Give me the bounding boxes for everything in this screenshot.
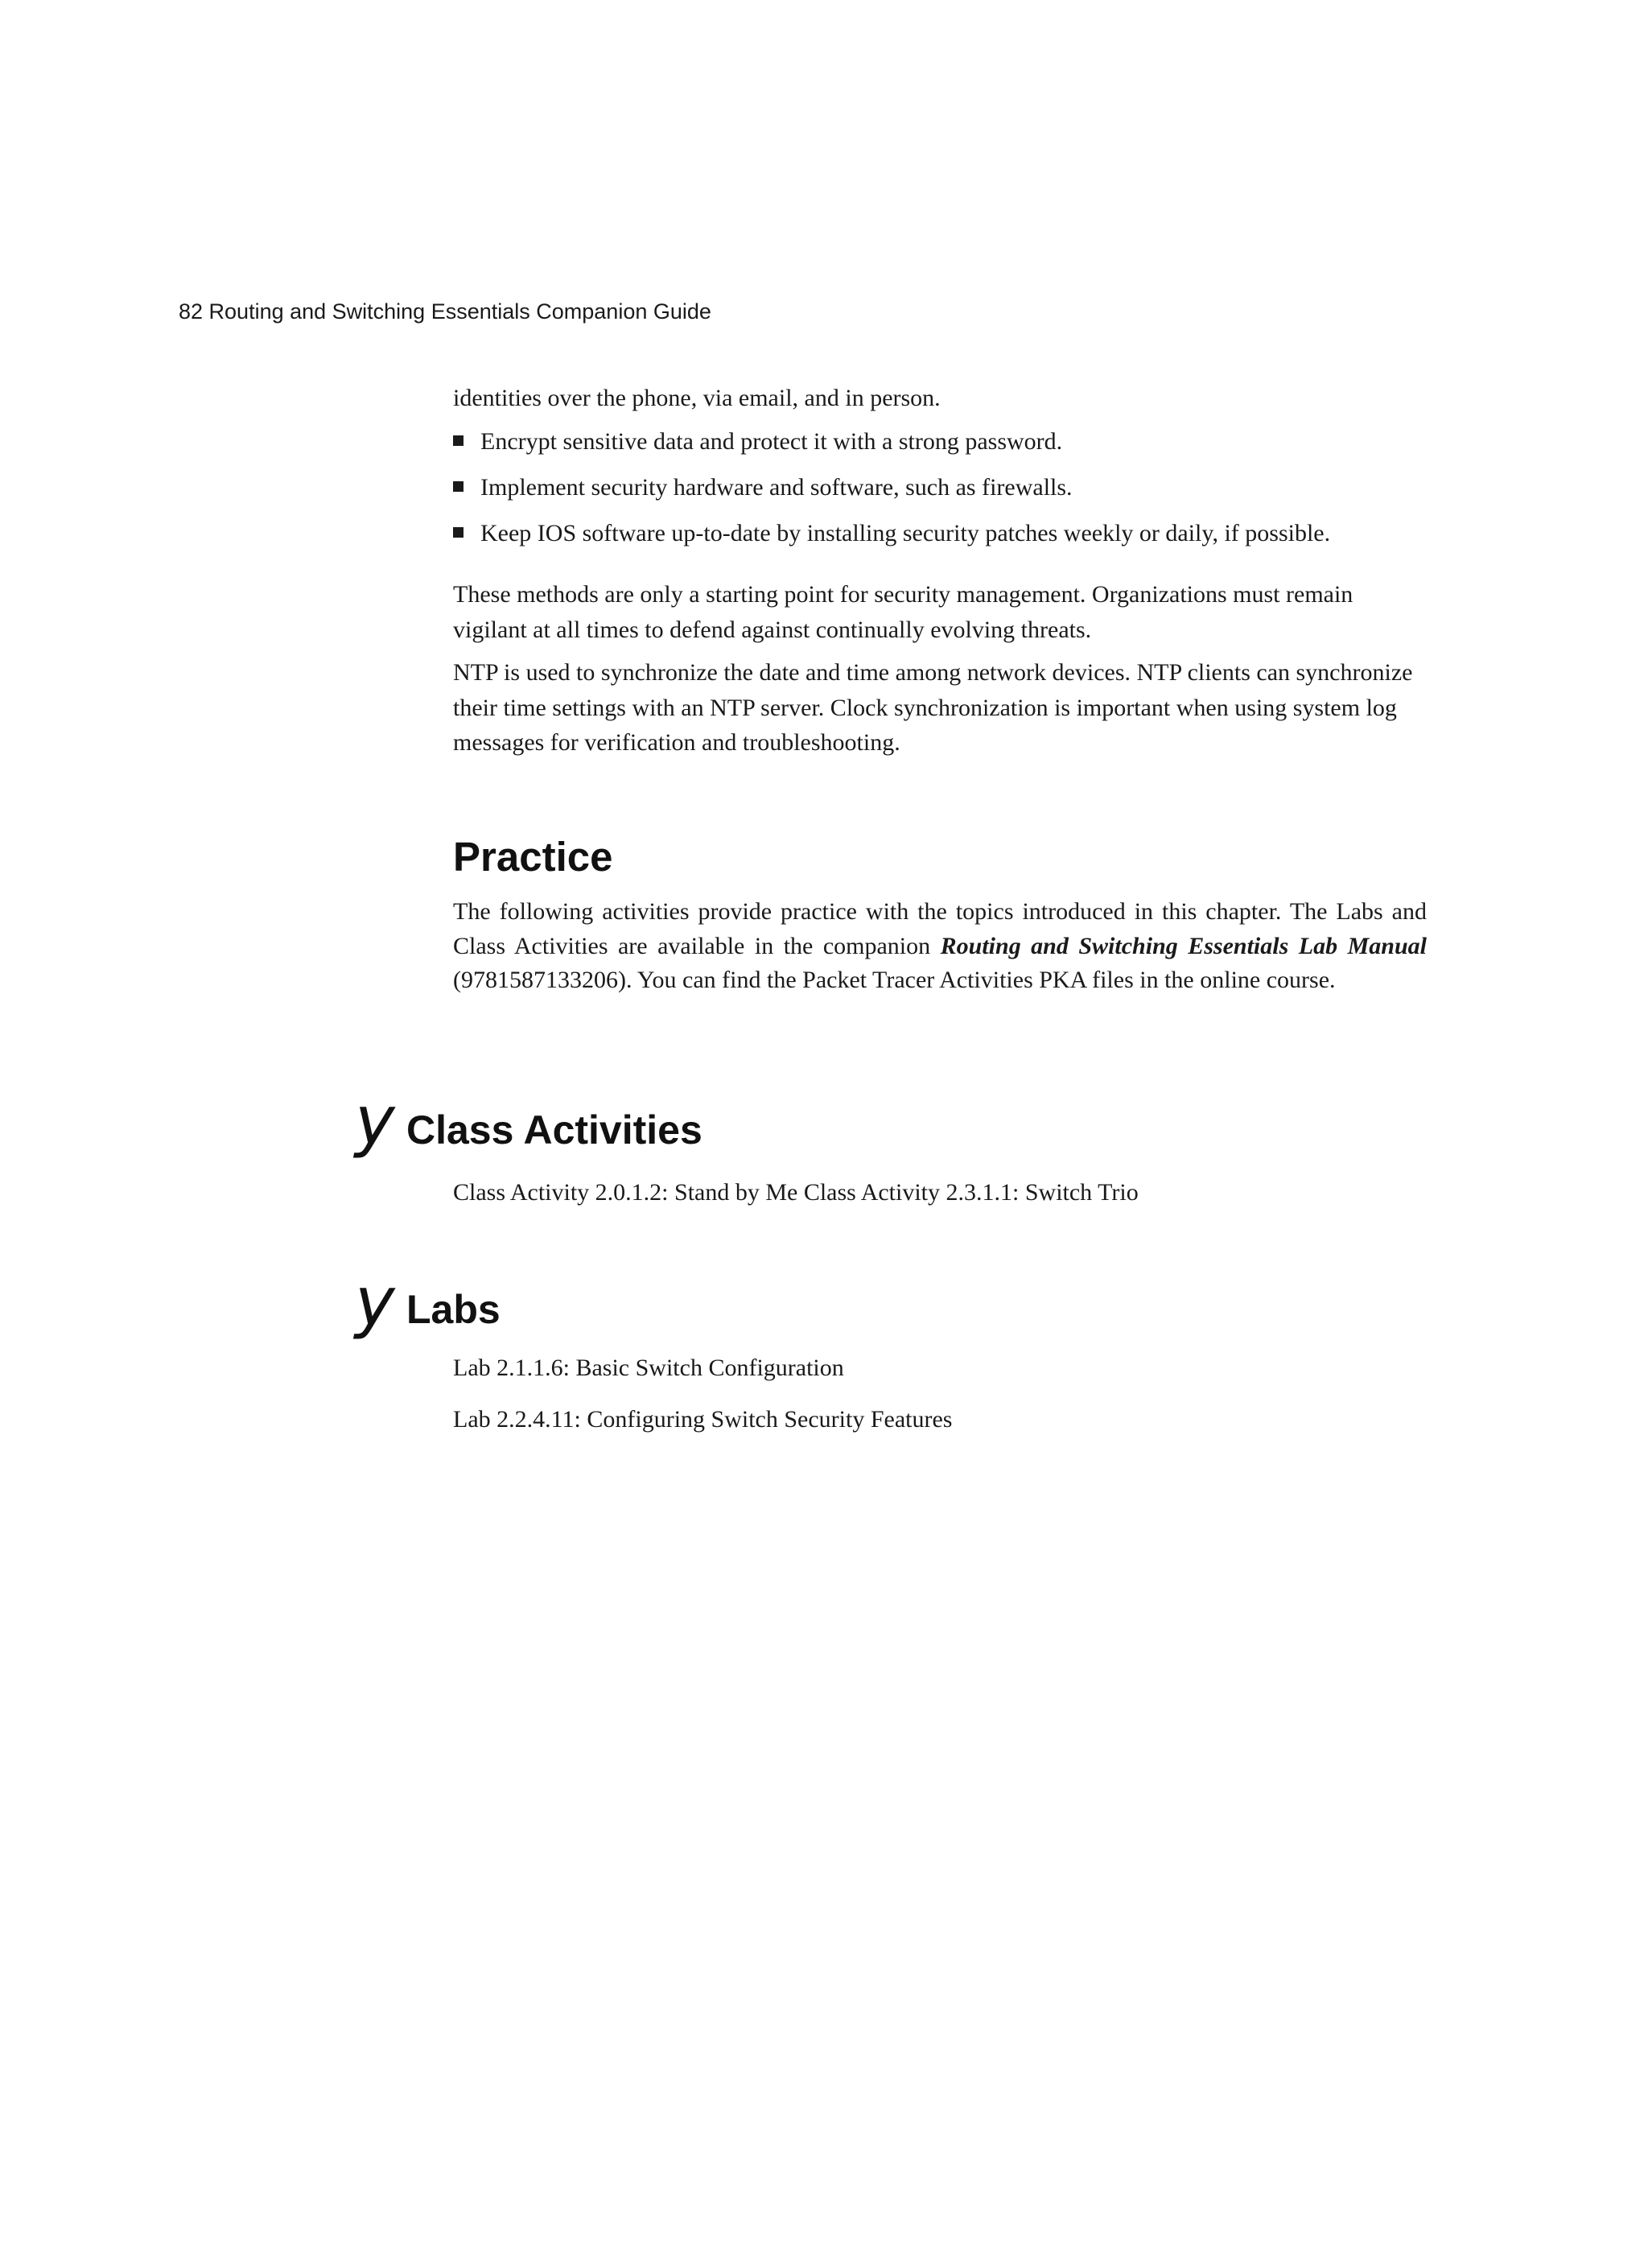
class-activities-list: Class Activity 2.0.1.2: Stand by Me Class Activity 2.3.1.1: Switch Trio: [453, 1179, 1139, 1206]
class-activities-marker-icon: y: [355, 1081, 395, 1160]
paragraph-ntp: NTP is used to synchronize the date and time among network devices. NTP clients can synchronize their time settings with an NTP server. Clock synchronization is important when using system log messages for verification and troubleshooting.: [453, 659, 1413, 756]
labs-marker-icon: y: [355, 1262, 395, 1341]
bullet-text: Implement security hardware and software, such as firewalls.: [480, 474, 1073, 501]
lab-item: Lab 2.2.4.11: Configuring Switch Security Features: [453, 1406, 953, 1433]
paragraph-security-methods: These methods are only a starting point for security management. Organizations must remain vigilant at all times to defend against continually evolving threats.: [453, 581, 1353, 643]
bullet-text: Encrypt sensitive data and protect it with a strong password.: [480, 428, 1063, 455]
bullet-item: [453, 474, 1073, 501]
practice-text-after: (9781587133206). You can find the Packet Tracer Activities PKA files in the online course.: [453, 967, 1336, 993]
practice-heading: Practice: [453, 834, 613, 880]
practice-text-before: The following activities provide practice with the topics introduced in this chapter. The Labs and Class Activities are available in the companion: [453, 898, 1427, 959]
running-header: 82 Routing and Switching Essentials Companion Guide: [179, 299, 711, 324]
class-activities-heading: Class Activities: [406, 1107, 702, 1153]
bullet-text: Keep IOS software up-to-date by installing security patches weekly or daily, if possible.: [480, 520, 1331, 546]
bullet-item: [453, 428, 1062, 456]
lab-item: Lab 2.1.1.6: Basic Switch Configuration: [453, 1355, 844, 1381]
lab-manual-title: Routing and Switching Essentials Lab Manual: [940, 932, 1427, 959]
bullet-item: [453, 520, 1330, 547]
practice-paragraph: [453, 895, 1427, 998]
continuation-line: identities over the phone, via email, and in person.: [453, 385, 941, 411]
bullet-icon: [453, 527, 464, 538]
bullet-icon: [453, 481, 464, 492]
bullet-icon: [453, 435, 464, 446]
labs-heading: Labs: [406, 1287, 501, 1332]
